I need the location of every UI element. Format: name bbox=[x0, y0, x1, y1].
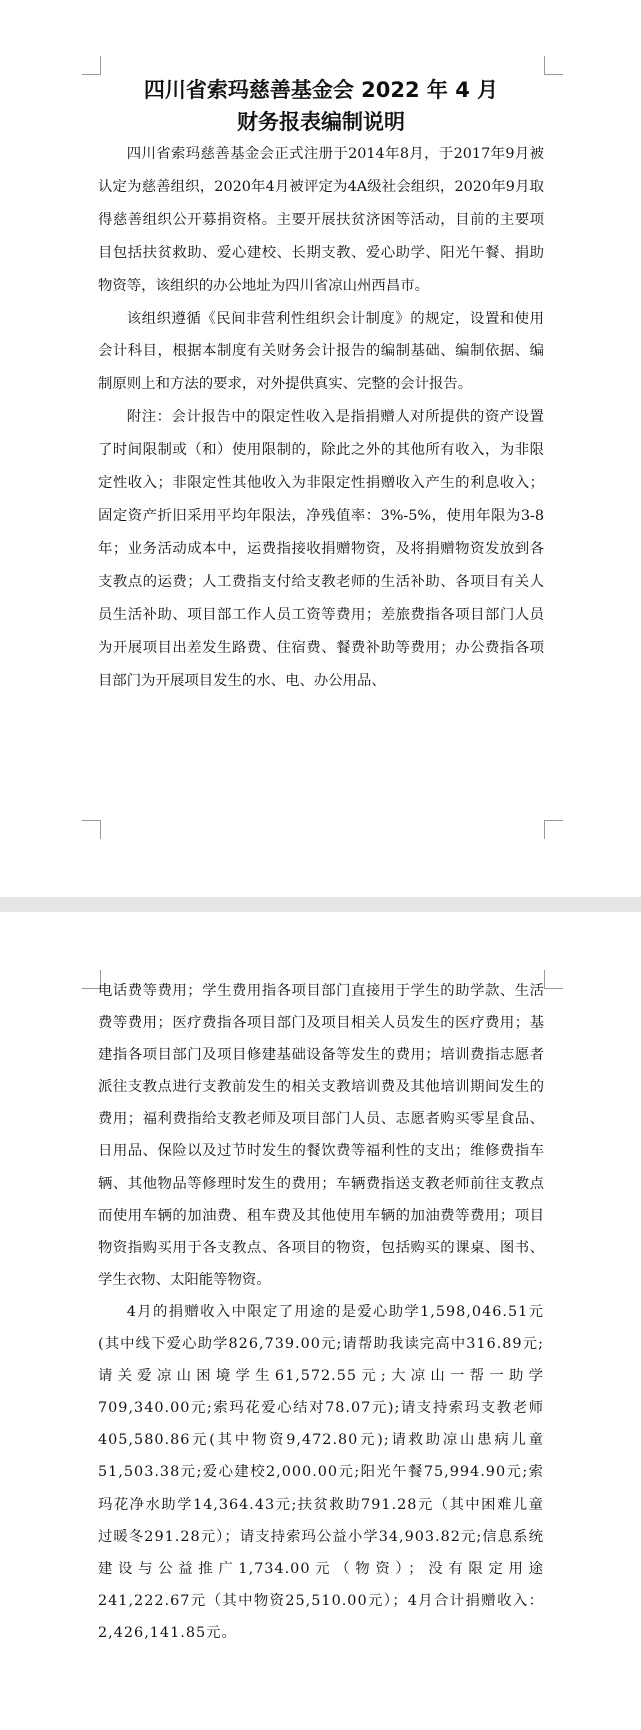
page-corner-mark bbox=[544, 970, 563, 989]
document-title-line-2: 财务报表编制说明 bbox=[237, 110, 405, 134]
paragraph-notes: 附注：会计报告中的限定性收入是指捐赠人对所提供的资产设置了时间限制或（和）使用限制的，除此之外的其他所有收入，为非限定性收入；非限定性其他收入为非限定性捐赠收入产生的利息收入；固定资产折旧采用平均年限法，净残值率：3%-5%，使用年限为3-8年；业务活动成本中，运费指接收捐赠物资，及将捐赠物资发放到各支教点的运费；人工费指支付给支教老师的生活补助、各项目有关人员生活补助、项目部工作人员工资等费用；差旅费指各项目部门人员为开展项目出差发生路费、住宿费、餐费补助等费用；办公费指各项目部门为开展项目发生的水、电、办公用品、 bbox=[98, 409, 544, 689]
paragraph-organization-intro: 四川省索玛慈善基金会正式注册于2014年8月，于2017年9月被认定为慈善组织，2020年4月被评定为4A级社会组织，2020年9月取得慈善组织公开募捐资格。主要开展扶贫济困等活动，目前的主要项目包括扶贫救助、爱心建校、长期支教、爱心助学、阳光午餐、捐助物资等，该组织的办公地址为四川省凉山州西昌市。 bbox=[98, 146, 544, 294]
paragraph-accounting-standard: 该组织遵循《民间非营利性组织会计制度》的规定，设置和使用会计科目，根据本制度有关财务会计报告的编制基础、编制依据、编制原则上和方法的要求，对外提供真实、完整的会计报告。 bbox=[98, 310, 544, 393]
page-corner-mark bbox=[544, 56, 563, 75]
document-page-2 bbox=[0, 912, 641, 1730]
page-corner-mark bbox=[544, 820, 563, 839]
paragraph-notes-continued: 电话费等费用；学生费用指各项目部门直接用于学生的助学款、生活费等费用；医疗费指各项目部门及项目相关人员发生的医疗费用；基建指各项目部门及项目修建基础设备等发生的费用；培训费指志愿者派往支教点进行支教前发生的相关支教培训费及其他培训期间发生的费用；福利费指给支教老师及项目部门人员、志愿者购买零星食品、日用品、保险以及过节时发生的餐饮费等福利性的支出；维修费指车辆、其他物品等修理时发生的费用；车辆费指送支教老师前往支教点而使用车辆的加油费、租车费及其他使用车辆的加油费等费用；项目物资指购买用于各支教点、各项目的物资，包括购买的课桌、图书、学生衣物、太阳能等物资。 bbox=[98, 983, 544, 1288]
paragraph-donation-income: 4月的捐赠收入中限定了用途的是爱心助学1,598,046.51元(其中线下爱心助学826,739.00元;请帮助我读完高中316.89元;请关爱凉山困境学生61,572.55元;大凉山一帮一助学709,340.00元;索玛花爱心结对78.07元);请支持索玛支教老师405,580.86元(其中物资9,472.80元);请救助凉山患病儿童51,503.38元;爱心建校2,000.00元;阳光午餐75,994.90元;索玛花净水助学14,364.43元;扶贫救助791.28元（其中困难儿童过暖冬291.28元）；请支持索玛公益小学34,903.82元;信息系统建设与公益推广1,734.00元（物资）；没有限定用途241,222.67元（其中物资25,510.00元）；4月合计捐赠收入：2,426,141.85元。 bbox=[98, 1303, 544, 1641]
page-content bbox=[98, 74, 544, 697]
page-content bbox=[98, 975, 544, 1649]
page-corner-mark bbox=[82, 820, 101, 839]
page-corner-mark bbox=[82, 56, 101, 75]
document-title-line-1: 四川省索玛慈善基金会 2022 年 4 月 bbox=[143, 78, 499, 102]
